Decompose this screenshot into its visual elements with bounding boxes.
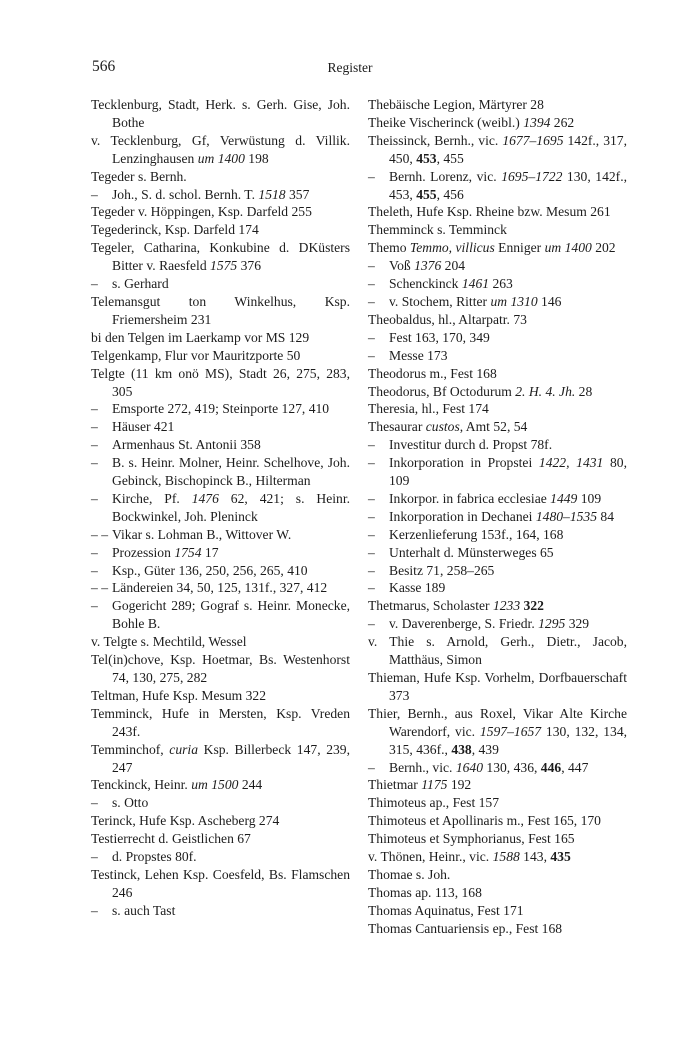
index-entry <box>368 633 627 669</box>
index-entry-text: Tegeler, Catharina, Konkubine d. DKüsters Bitter v. Raesfeld 1575 376 <box>91 240 350 274</box>
index-entry-text: Ländereien 34, 50, 125, 131f., 327, 412 <box>112 580 328 596</box>
index-entry-text: Thimoteus et Apollinaris m., Fest 165, 170 <box>368 813 601 829</box>
sub-entry-dash: – <box>91 544 98 560</box>
index-entry <box>368 400 627 418</box>
index-entry <box>368 759 627 777</box>
index-entry-text: Bernh., vic. 1640 130, 436, 446, 447 <box>389 759 589 775</box>
index-entry <box>91 902 350 920</box>
index-entry <box>91 329 350 347</box>
index-entry-text: Themo Temmo, villicus Enniger um 1400 202 <box>368 240 616 256</box>
index-entry <box>91 400 350 418</box>
index-entry <box>368 776 627 794</box>
index-entry-text: Thetmarus, Scholaster 1233 322 <box>368 598 544 614</box>
index-entry-text: d. Propstes 80f. <box>112 849 197 865</box>
index-entry-text: Gogericht 289; Gograf s. Heinr. Monecke, Bohle B. <box>112 598 350 632</box>
index-entry-text: Prozession 1754 17 <box>112 544 219 560</box>
index-entry <box>368 579 627 597</box>
index-entry-text: Thesaurar custos, Amt 52, 54 <box>368 419 528 435</box>
index-entry <box>368 293 627 311</box>
index-entry-text: Thier, Bernh., aus Roxel, Vikar Alte Kirche Warendorf, vic. 1597–1657 130, 132, 134, 315, 436f., 438, 439 <box>368 705 628 757</box>
sub-entry-dash: – <box>368 276 375 292</box>
index-entry <box>91 221 350 239</box>
index-entry <box>368 383 627 401</box>
sub-entry-dash: – <box>91 849 98 865</box>
index-entry <box>368 203 627 221</box>
sub-entry-dash: – <box>368 329 375 345</box>
index-entry <box>91 275 350 293</box>
index-entry <box>368 257 627 275</box>
index-entry <box>91 812 350 830</box>
index-entry <box>91 687 350 705</box>
index-entry <box>368 902 627 920</box>
index-entry-text: Bernh. Lorenz, vic. 1695–1722 130, 142f., 453, 455, 456 <box>389 168 627 202</box>
index-entry-text: Thomae s. Joh. <box>368 866 451 882</box>
index-entry <box>368 562 627 580</box>
running-title: Register <box>327 60 373 75</box>
index-entry <box>91 132 350 168</box>
sub-entry-dash: – <box>91 186 98 202</box>
sub-entry-dash: – – <box>91 526 108 542</box>
sub-entry-dash: – <box>368 347 375 363</box>
index-entry-text: Thimoteus et Symphorianus, Fest 165 <box>368 831 575 847</box>
sub-entry-dash: – <box>368 580 375 596</box>
index-entry <box>91 633 350 651</box>
index-entry-text: v. Stochem, Ritter um 1310 146 <box>389 293 562 309</box>
index-entry-text: Thietmar 1175 192 <box>368 777 472 793</box>
index-entry <box>91 490 350 526</box>
index-entry <box>91 705 350 741</box>
index-entry-text: Thomas Cantuariensis ep., Fest 168 <box>368 920 563 936</box>
index-entry <box>368 597 627 615</box>
index-entry <box>91 794 350 812</box>
index-entry-text: Kasse 189 <box>389 580 446 596</box>
index-entry-text: v. Thie s. Arnold, Gerh., Dietr., Jacob, Matthäus, Simon <box>368 634 627 668</box>
index-entry <box>368 275 627 293</box>
index-entry-text: Theleth, Hufe Ksp. Rheine bzw. Mesum 261 <box>368 204 611 220</box>
index-entry <box>91 848 350 866</box>
sub-entry-dash: – <box>368 437 375 453</box>
sub-entry-dash: – <box>368 258 375 274</box>
index-entry <box>368 114 627 132</box>
index-entry <box>91 651 350 687</box>
sub-entry-dash: – – <box>91 580 108 596</box>
index-entry-text: Theissinck, Bernh., vic. 1677–1695 142f., 317, 450, 453, 455 <box>368 132 627 166</box>
index-entry-text: Fest 163, 170, 349 <box>389 329 490 345</box>
index-entry <box>368 221 627 239</box>
sub-entry-dash: – <box>91 401 98 417</box>
index-entry <box>368 920 627 938</box>
sub-entry-dash: – <box>368 293 375 309</box>
index-entry <box>368 526 627 544</box>
index-entry-text: Tenckinck, Heinr. um 1500 244 <box>91 777 263 793</box>
index-entry <box>368 705 627 759</box>
page-header <box>0 58 700 80</box>
index-entry <box>368 508 627 526</box>
sub-entry-dash: – <box>91 455 98 471</box>
index-entry <box>368 848 627 866</box>
index-entry <box>91 562 350 580</box>
index-entry-text: Vikar s. Lohman B., Wittover W. <box>112 526 292 542</box>
sub-entry-dash: – <box>368 508 375 524</box>
index-column-left <box>91 96 350 920</box>
index-entry <box>91 597 350 633</box>
index-entry-text: Themminck s. Temminck <box>368 222 507 238</box>
index-entry-text: Ksp., Güter 136, 250, 256, 265, 410 <box>112 562 308 578</box>
index-entry <box>91 579 350 597</box>
index-entry <box>368 365 627 383</box>
index-entry-text: Investitur durch d. Propst 78f. <box>389 437 553 453</box>
index-entry <box>368 794 627 812</box>
page-number: 566 <box>92 58 116 75</box>
index-entry <box>91 436 350 454</box>
sub-entry-dash: – <box>91 437 98 453</box>
index-entry-text: s. Otto <box>112 795 149 811</box>
sub-entry-dash: – <box>91 795 98 811</box>
index-entry <box>368 168 627 204</box>
sub-entry-dash: – <box>368 544 375 560</box>
index-entry-text: Armenhaus St. Antonii 358 <box>112 437 261 453</box>
index-entry <box>368 454 627 490</box>
index-entry-text: s. auch Tast <box>112 902 176 918</box>
index-entry-text: Schenckinck 1461 263 <box>389 276 513 292</box>
index-entry-text: Besitz 71, 258–265 <box>389 562 495 578</box>
index-entry <box>91 418 350 436</box>
index-entry <box>368 615 627 633</box>
index-entry-text: Voß 1376 204 <box>389 258 466 274</box>
sub-entry-dash: – <box>368 168 375 184</box>
index-entry <box>91 526 350 544</box>
index-entry-text: Inkorporation in Dechanei 1480–1535 84 <box>389 508 615 524</box>
index-entry-text: Theobaldus, hl., Altarpatr. 73 <box>368 311 527 327</box>
index-entry <box>368 436 627 454</box>
index-entry <box>91 365 350 401</box>
sub-entry-dash: – <box>91 562 98 578</box>
index-entry-text: bi den Telgen im Laerkamp vor MS 129 <box>91 329 310 345</box>
index-entry-text: Thomas Aquinatus, Fest 171 <box>368 902 524 918</box>
index-entry <box>368 347 627 365</box>
sub-entry-dash: – <box>368 455 375 471</box>
index-entry-text: Temminck, Hufe in Mersten, Ksp. Vreden 243f. <box>91 705 350 739</box>
sub-entry-dash: – <box>91 419 98 435</box>
index-entry-text: Theresia, hl., Fest 174 <box>368 401 489 417</box>
index-entry-text: Joh., S. d. schol. Bernh. T. 1518 357 <box>112 186 310 202</box>
index-entry-text: Thebäische Legion, Märtyrer 28 <box>368 97 544 112</box>
index-entry <box>91 186 350 204</box>
index-entry <box>91 776 350 794</box>
sub-entry-dash: – <box>91 490 98 506</box>
sub-entry-dash: – <box>91 902 98 918</box>
sub-entry-dash: – <box>368 526 375 542</box>
index-entry <box>91 347 350 365</box>
index-entry <box>368 544 627 562</box>
index-entry <box>368 669 627 705</box>
sub-entry-dash: – <box>368 490 375 506</box>
index-entry-text: Teltman, Hufe Ksp. Mesum 322 <box>91 687 266 703</box>
index-entry-text: Telgte (11 km onö MS), Stadt 26, 275, 283, 305 <box>91 365 350 399</box>
index-entry <box>368 418 627 436</box>
index-entry-text: Tecklenburg, Stadt, Herk. s. Gerh. Gise, Joh. Bothe <box>91 97 350 130</box>
sub-entry-dash: – <box>368 562 375 578</box>
index-entry-text: v. Tecklenburg, Gf, Verwüstung d. Villik. Lenzinghausen um 1400 198 <box>91 132 350 166</box>
index-entry-text: Temminchof, curia Ksp. Billerbeck 147, 239, 247 <box>91 741 351 775</box>
index-entry <box>91 741 350 777</box>
index-entry-text: Inkorpor. in fabrica ecclesiae 1449 109 <box>389 490 602 506</box>
index-entry <box>91 293 350 329</box>
sub-entry-dash: – <box>91 598 98 614</box>
index-entry <box>91 866 350 902</box>
index-entry-text: v. Daverenberge, S. Friedr. 1295 329 <box>389 616 590 632</box>
index-entry <box>368 812 627 830</box>
index-entry-text: Theodorus m., Fest 168 <box>368 365 497 381</box>
index-entry-text: Thimoteus ap., Fest 157 <box>368 795 500 811</box>
index-entry <box>368 96 627 114</box>
index-entry-text: Kerzenlieferung 153f., 164, 168 <box>389 526 564 542</box>
index-entry-text: Tegederinck, Ksp. Darfeld 174 <box>91 222 259 238</box>
index-entry-text: Thieman, Hufe Ksp. Vorhelm, Dorfbauerschaft 373 <box>368 670 627 703</box>
index-entry-text: Tegeder s. Bernh. <box>91 168 187 184</box>
index-entry-text: Theodorus, Bf Octodurum 2. H. 4. Jh. 28 <box>368 383 593 399</box>
index-entry <box>91 239 350 275</box>
index-entry-text: Testierrecht d. Geistlichen 67 <box>91 831 251 847</box>
index-entry-text: Häuser 421 <box>112 419 175 435</box>
index-entry-text: Terinck, Hufe Ksp. Ascheberg 274 <box>91 813 280 829</box>
index-entry <box>368 490 627 508</box>
index-entry <box>91 203 350 221</box>
index-entry <box>368 239 627 257</box>
index-entry-text: v. Thönen, Heinr., vic. 1588 143, 435 <box>368 849 571 865</box>
sub-entry-dash: – <box>368 616 375 632</box>
index-entry <box>91 454 350 490</box>
index-entry-text: Theike Vischerinck (weibl.) 1394 262 <box>368 114 575 130</box>
index-entry <box>368 884 627 902</box>
index-entry <box>368 830 627 848</box>
index-entry <box>91 168 350 186</box>
index-entry-text: Telgenkamp, Flur vor Mauritzporte 50 <box>91 347 301 363</box>
index-entry <box>91 544 350 562</box>
index-entry <box>368 866 627 884</box>
index-entry <box>368 311 627 329</box>
index-entry-text: s. Gerhard <box>112 276 169 292</box>
index-entry-text: Thomas ap. 113, 168 <box>368 884 482 900</box>
sub-entry-dash: – <box>368 759 375 775</box>
index-entry-text: Inkorporation in Propstei 1422, 1431 80, 109 <box>389 455 628 489</box>
index-column-right <box>368 96 627 938</box>
index-entry <box>368 329 627 347</box>
index-entry-text: v. Telgte s. Mechtild, Wessel <box>91 634 247 650</box>
index-entry-text: Messe 173 <box>389 347 448 363</box>
index-entry <box>91 96 350 132</box>
index-entry-text: Tegeder v. Höppingen, Ksp. Darfeld 255 <box>91 204 312 220</box>
index-entry <box>368 132 627 168</box>
index-entry <box>91 830 350 848</box>
index-entry-text: Testinck, Lehen Ksp. Coesfeld, Bs. Flamschen 246 <box>91 866 350 900</box>
index-entry-text: Unterhalt d. Münsterweges 65 <box>389 544 554 560</box>
index-entry-text: Kirche, Pf. 1476 62, 421; s. Heinr. Bockwinkel, Joh. Pleninck <box>112 490 350 524</box>
index-entry-text: Telemansgut ton Winkelhus, Ksp. Friemersheim 231 <box>91 293 350 327</box>
index-entry-text: Tel(in)chove, Ksp. Hoetmar, Bs. Westenhorst 74, 130, 275, 282 <box>91 652 350 685</box>
index-entry-text: Emsporte 272, 419; Steinporte 127, 410 <box>112 401 330 417</box>
index-entry-text: B. s. Heinr. Molner, Heinr. Schelhove, Joh. Gebinck, Bischopinck B., Hilterman <box>112 455 350 489</box>
sub-entry-dash: – <box>91 276 98 292</box>
